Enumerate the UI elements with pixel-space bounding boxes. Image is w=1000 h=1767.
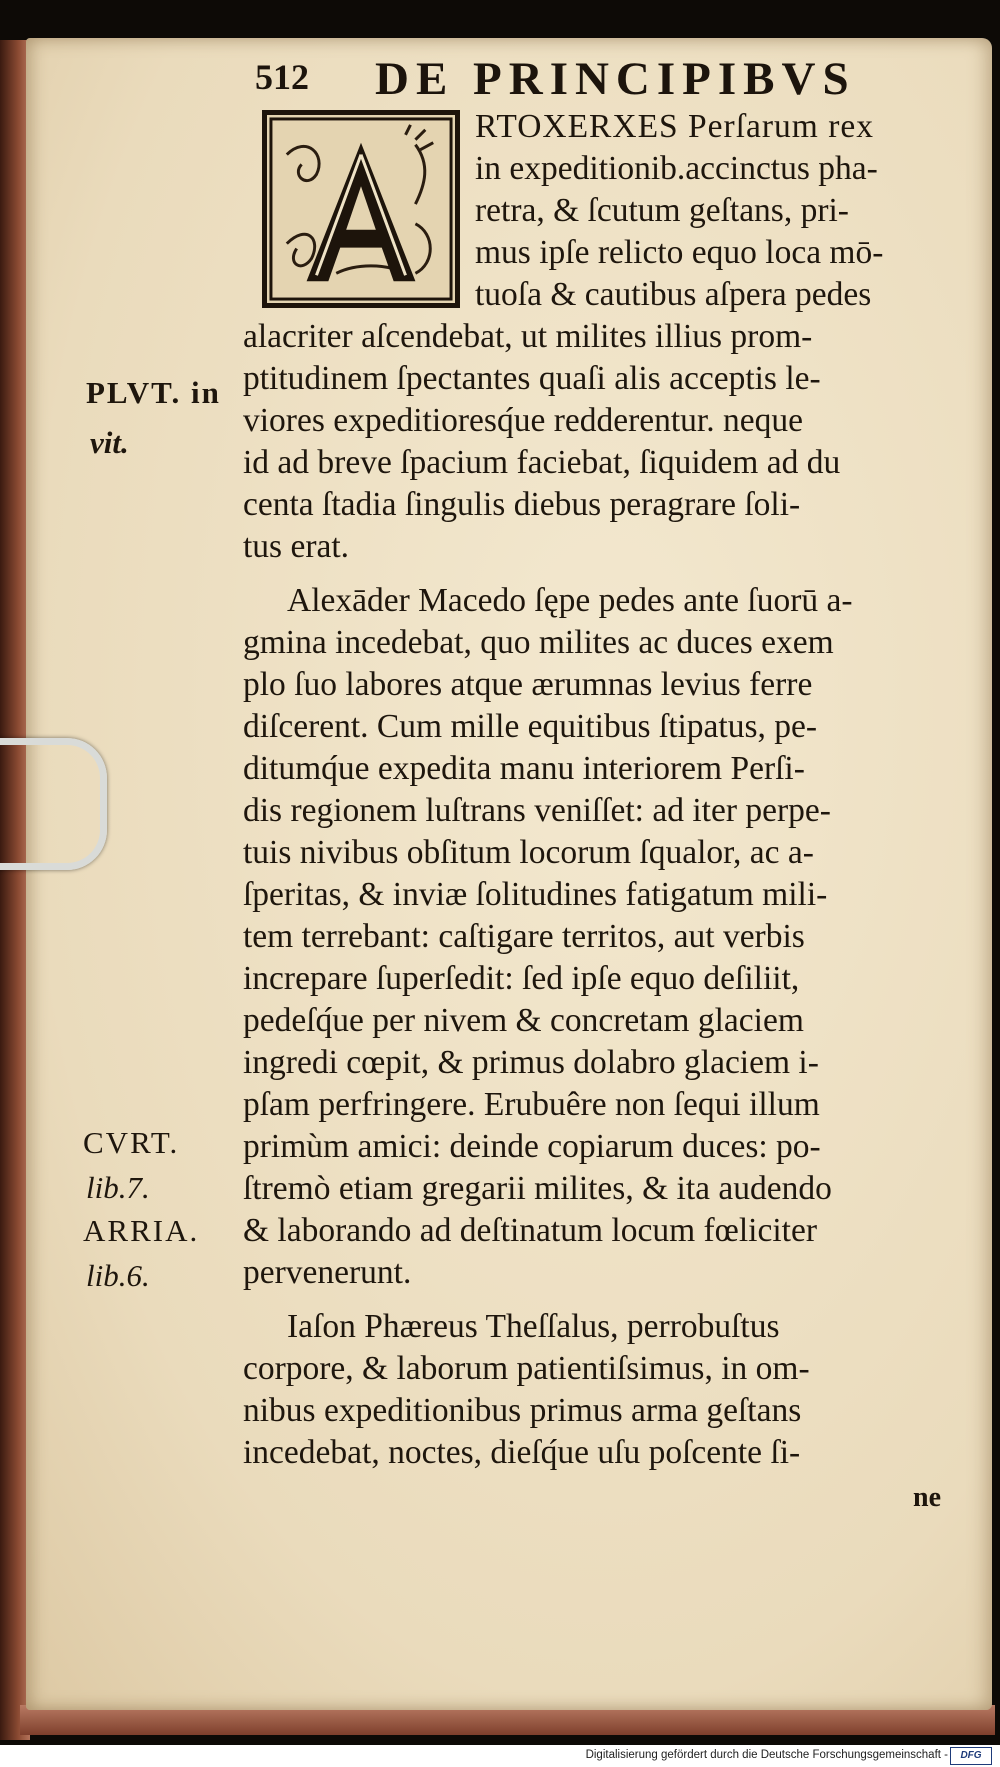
text-line: corpore, & laborum patientiſsimus, in om- xyxy=(243,1350,810,1387)
dfg-logo: DFG xyxy=(950,1747,992,1765)
running-head: DE PRINCIPIBVS xyxy=(375,53,856,105)
text-line: mus ipſe relicto equo loca mō- xyxy=(475,234,884,271)
text-line: ingredi cœpit, & primus dolabro glaciem i- xyxy=(243,1044,819,1081)
text-line: pſam perfringere. Erubuêre non ſequi illum xyxy=(243,1086,820,1123)
text-line: pervenerunt. xyxy=(243,1254,412,1291)
text-line: pedeſq́ue per nivem & concretam glaciem xyxy=(243,1002,804,1039)
text-line: ſperitas, & inviæ ſolitudines fatigatum mili- xyxy=(243,876,828,913)
text-line: retra, & ſcutum geſtans, pri- xyxy=(475,192,849,229)
text-line: ptitudinem ſpectantes quaſi alis acceptis le- xyxy=(243,360,821,397)
text-line: incedebat, noctes, dieſq́ue uſu poſcente ſi- xyxy=(243,1434,801,1471)
text-line: plo ſuo labores atque ærumnas levius ferre xyxy=(243,666,813,703)
margin-note: PLVT. in xyxy=(86,375,221,410)
text-line: nibus expeditionibus primus arma geſtans xyxy=(243,1392,802,1429)
text-line: & laborando ad deſtinatum locum fœliciter xyxy=(243,1212,817,1249)
text-line: dis regionem luſtrans veniſſet: ad iter perpe- xyxy=(243,792,831,829)
text-line: increpare ſuperſedit: ſed ipſe equo deſiliit, xyxy=(243,960,800,997)
text-line: centa ſtadia ſingulis diebus peragrare ſoli- xyxy=(243,486,801,523)
catchword: ne xyxy=(913,1482,941,1513)
initial-A-icon xyxy=(267,115,455,303)
text-line: tuoſa & cautibus aſpera pedes xyxy=(475,276,872,313)
text-line: ditumq́ue expedita manu interiorem Perſi- xyxy=(243,750,805,787)
margin-note: CVRT. xyxy=(83,1125,180,1160)
text-line: RTOXERXES Perſarum rex xyxy=(475,108,874,145)
margin-note: lib.7. xyxy=(86,1170,150,1205)
text-line: tuis nivibus obſitum locorum ſqualor, ac a- xyxy=(243,834,814,871)
text-line: diſcerent. Cum mille equitibus ſtipatus, pe- xyxy=(243,708,818,745)
text-line: tus erat. xyxy=(243,528,350,565)
text-line: Iaſon Phæreus Theſſalus, perrobuſtus xyxy=(287,1308,780,1345)
margin-note: vit. xyxy=(90,425,129,460)
funding-credit: Digitalisierung gefördert durch die Deutsche Forschungsgemeinschaft - xyxy=(585,1749,948,1761)
margin-note: lib.6. xyxy=(86,1258,150,1293)
text-line: primùm amici: deinde copiarum duces: po- xyxy=(243,1128,821,1165)
page-number: 512 xyxy=(255,57,309,97)
text-line: viores expeditioresq́ue redderentur. neque xyxy=(243,402,803,439)
text-line: Alexāder Macedo ſępe pedes ante ſuorū a- xyxy=(287,582,853,619)
text-line: id ad breve ſpacium faciebat, ſiquidem ad du xyxy=(243,444,841,481)
text-line: alacriter aſcendebat, ut milites illius prom- xyxy=(243,318,813,355)
text-line: in expeditionib.accinctus pha- xyxy=(475,150,878,187)
page-header xyxy=(255,52,895,112)
text-line: ſtremò etiam gregarii milites, & ita audendo xyxy=(243,1170,832,1207)
text-line: tem terrebant: caſtigare territos, aut verbis xyxy=(243,918,805,955)
text-line: gmina incedebat, quo milites ac duces exem xyxy=(243,624,834,661)
margin-note: ARRIA. xyxy=(83,1213,200,1248)
page-clip xyxy=(0,738,107,870)
decorated-initial-icon xyxy=(262,110,460,308)
